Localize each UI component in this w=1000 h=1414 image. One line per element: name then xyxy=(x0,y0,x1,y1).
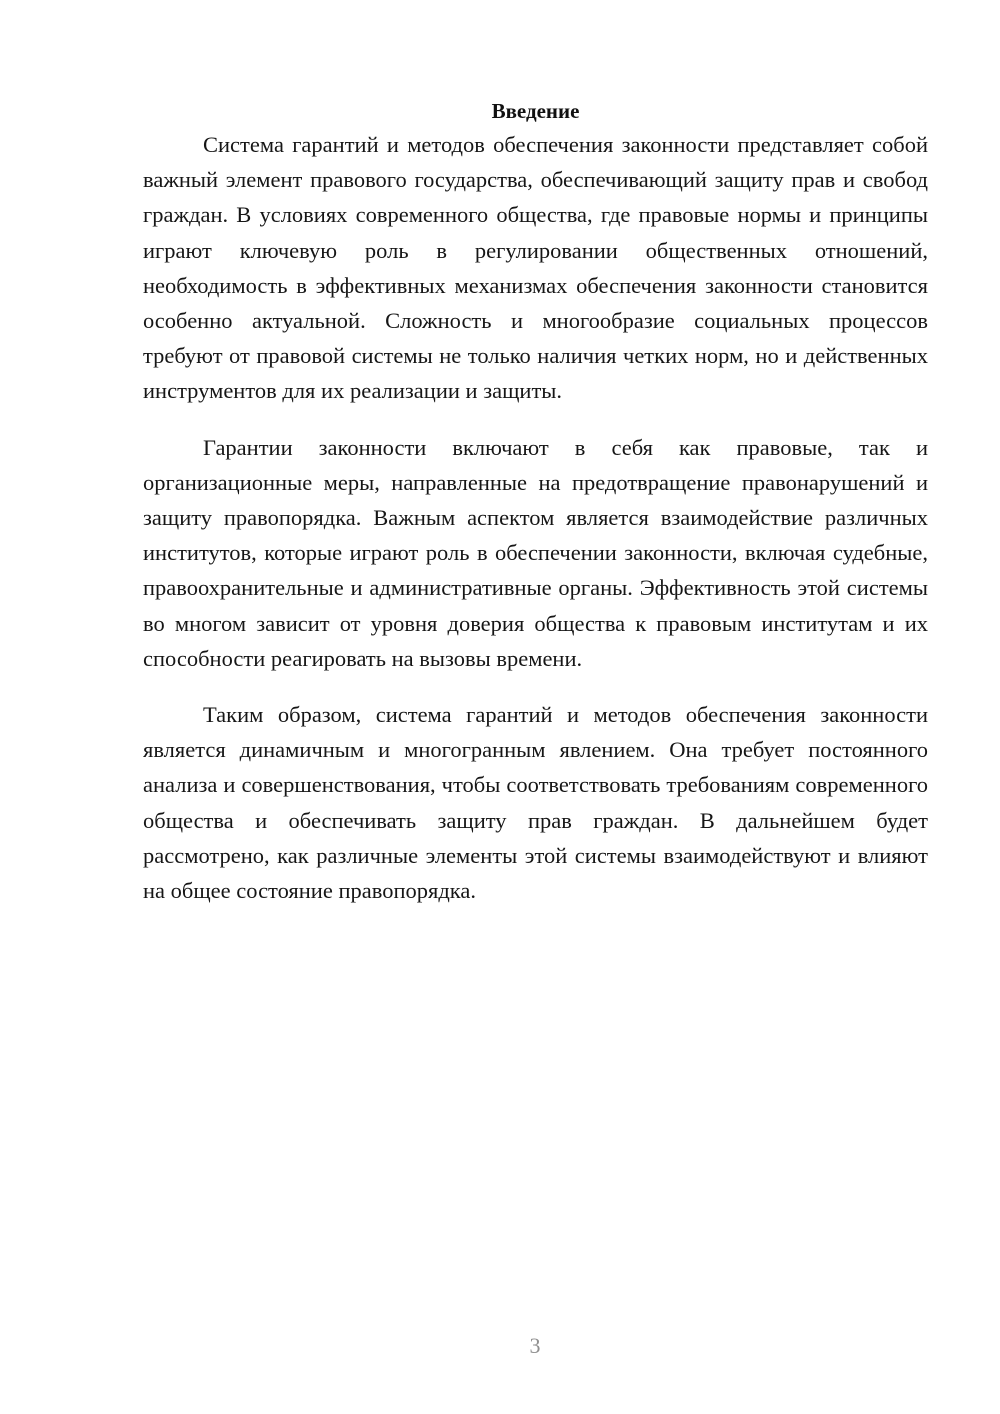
paragraph-1: Система гарантий и методов обеспечения законности представляет собой важный элемент правового государства, обеспечивающий защиту прав и свобод граждан. В условиях современного общества, где правовые нормы и принципы играют ключевую роль в регулировании общественных отношений, необходимость в эффективных механизмах обеспечения законности становится особенно актуальной. Сложность и многообразие социальных процессов требуют от правовой системы не только наличия четких норм, но и действенных инструментов для их реализации и защиты. xyxy=(143,132,928,404)
document-body xyxy=(143,97,928,908)
page-number: 3 xyxy=(529,1333,541,1358)
paragraph-2: Гарантии законности включают в себя как правовые, так и организационные меры, направленные на предотвращение правонарушений и защиту правопорядка. Важным аспектом является взаимодействие различных институтов, которые играют роль в обеспечении законности, включая судебные, правоохранительные и административные органы. Эффективность этой системы во многом зависит от уровня доверия общества к правовым институтам и их способности реагировать на вызовы времени. xyxy=(143,434,928,671)
paragraph-3: Таким образом, система гарантий и методов обеспечения законности является динамичным и многогранным явлением. Она требует постоянного анализа и совершенствования, чтобы соответствовать требованиям современного общества и обеспечивать защиту прав граждан. В дальнейшем будет рассмотрено, как различные элементы этой системы взаимодействуют и влияют на общее состояние правопорядка. xyxy=(143,702,928,904)
document-title: Введение xyxy=(491,99,580,123)
